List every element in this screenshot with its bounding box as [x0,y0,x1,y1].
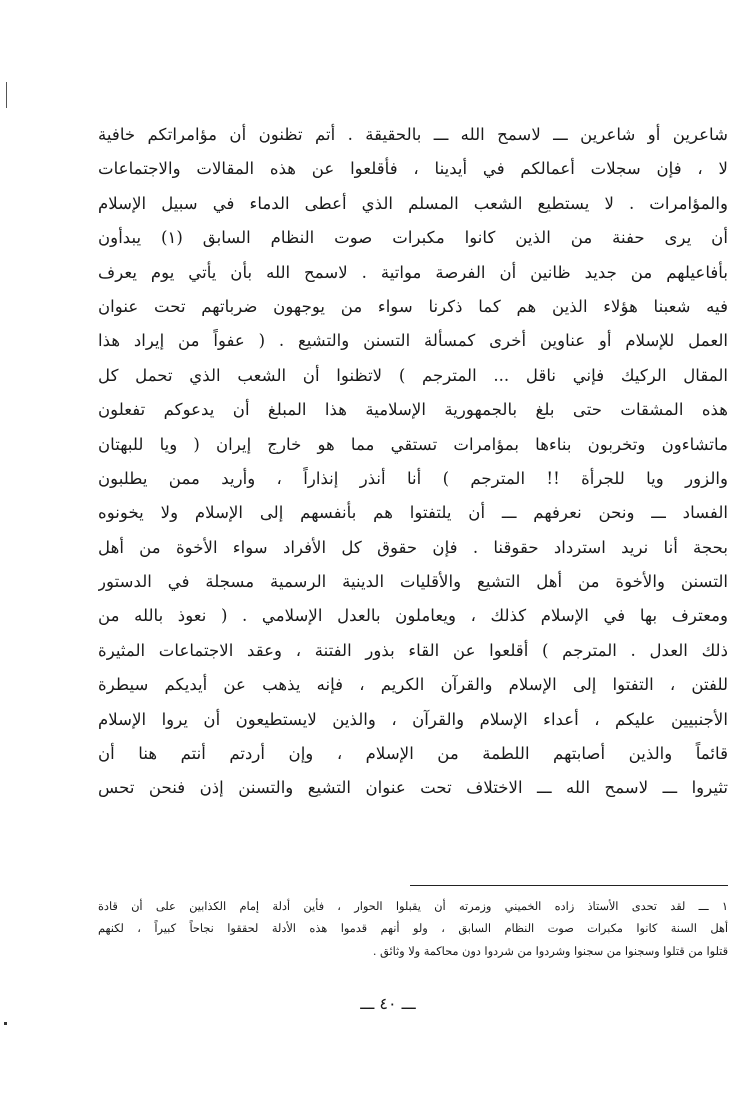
body-line: الأجنبيين عليكم ، أعداء الإسلام والقرآن ، والذين لايستطيعون أن يروا الإسلام [98,709,728,729]
body-line: بأفاعيلهم من جديد ظانين أن الفرصة مواتية . لاسمح الله بأن يأتي يوم يعرف [98,262,728,282]
scan-dot-mark [4,1022,7,1025]
body-line: تثيروا ـــ لاسمح الله ـــ الاختلاف تحت عنوان التشيع والتسنن إذن فنحن تحس [98,778,728,798]
body-line: بحجة أنا نريد استرداد حقوقنا . فإن حقوق كل الأفراد سواء الأخوة من أهل [98,537,728,557]
document-page [98,118,728,806]
body-line: التسنن والأخوة من أهل التشيع والأقليات الدينية الرسمية مسجلة في الدستور [98,572,728,592]
body-line: الفساد ـــ ونحن نعرفهم ـــ أن يلتفتوا هم بأنفسهم إلى الإسلام ولا يخونوه [98,503,728,523]
footnote-line: أهل السنة كانوا مكبرات صوت النظام السابق ، ولو أنهم قدموا هذه الأدلة لحققوا نجاحاً كبيراً ، لكنهم [98,922,728,936]
footnotes [98,896,728,963]
body-line: أن يرى حفنة من الذين كانوا مكبرات صوت النظام السابق (١) يبدأون [98,228,728,248]
body-line: المقال الركيك فإني ناقل ... المترجم ) لاتظنوا أن الشعب الذي تحمل كل [98,365,728,385]
scan-edge-mark [6,82,7,108]
body-line: فيه شعبنا هؤلاء الذين هم كما ذكرنا سواء من يوجهون ضرباتهم تحت عنوان [98,296,728,316]
footnote-separator [410,885,728,886]
body-line: ماتشاءون وتخربون بناءها بمؤامرات تستقي مما هو خارج إيران ( ويا للبهتان [98,434,728,454]
body-text [98,118,728,806]
body-line: لا ، فإن سجلات أعمالكم في أيدينا ، فأقلعوا عن هذه المقالات والاجتماعات [98,159,728,179]
body-line: قائماً والذين أصابتهم اللطمة من الإسلام ، وإن أردتم أنتم هنا أن [98,744,728,764]
body-line: والمؤامرات . لا يستطيع الشعب المسلم الذي أعطى الدماء في سبيل الإسلام [98,193,728,213]
body-line: ومعترف بها في الإسلام كذلك ، ويعاملون بالعدل الإسلامي . ( نعوذ بالله من [98,606,728,626]
footnote-line: قتلوا من قتلوا وسجنوا من سجنوا وشردوا من شردوا دون محاكمة ولا وثائق . [372,944,728,958]
body-line: ذلك العدل . المترجم ) أقلعوا عن القاء بذور الفتنة ، وعقد الاجتماعات المثيرة [98,640,728,660]
page-number: ـــ ٤٠ ـــ [360,994,416,1013]
body-line: العمل للإسلام أو عناوين أخرى كمسألة التسنن والتشيع . ( عفواً من إيراد هذا [98,331,728,351]
body-line: هذه المشقات حتى بلغ بالجمهورية الإسلامية هذا المبلغ أن يدعوكم تفعلون [98,400,728,420]
body-line: للفتن ، التفتوا إلى الإسلام والقرآن الكريم ، فإنه يذهب عن أيديكم سيطرة [98,675,728,695]
footnote-line: ١ ـــ لقد تحدى الأستاذ زاده الخميني وزمرته أن يقبلوا الحوار ، فأين أدلة إمام الكذابين على أن قادة [98,900,728,913]
body-line: شاعرين أو شاعرين ـــ لاسمح الله ـــ بالحقيقة . أتم تظنون أن مؤامراتكم خافية [98,125,728,144]
body-line: والزور ويا للجرأة !! المترجم ) أنا أنذر إنذاراً ، وأريد ممن يطلبون [98,468,728,488]
